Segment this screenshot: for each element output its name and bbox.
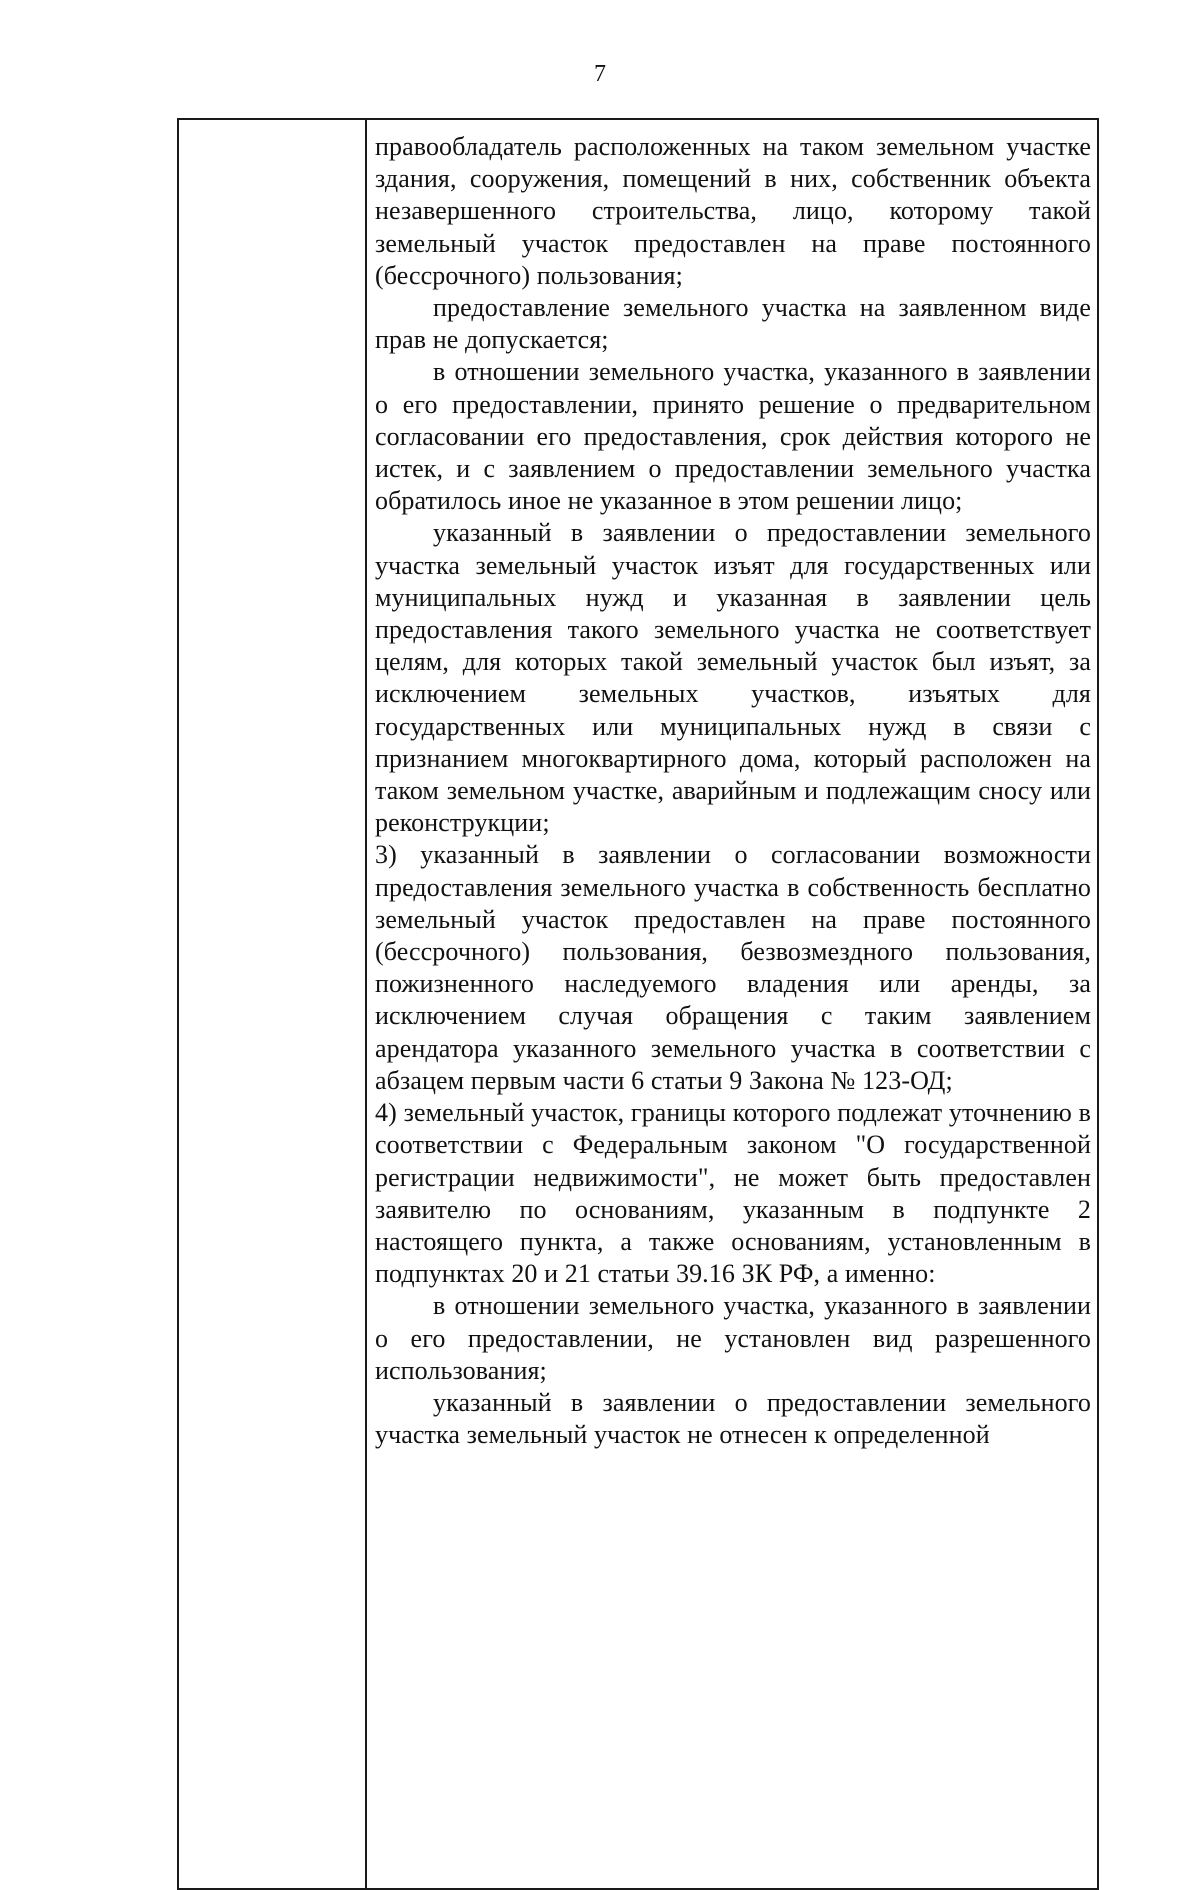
paragraph-2: предоставление земельного участка на заявленном виде прав не допускается;: [375, 293, 1091, 355]
paragraph-7: в отношении земельного участка, указанного в заявлении о его предоставлении, не установлен вид разрешенного использования;: [375, 1291, 1091, 1385]
page-number: 7: [594, 61, 606, 87]
paragraph-6: 4) земельный участок, границы которого подлежат уточнению в соответствии с Федеральным законом "О государственной регистрации недвижимости", не может быть предоставлен заявителю по основаниям, указанным в подпункте 2 настоящего пункта, а также основаниям, установленным в подпунктах 20 и 21 статьи 39.16 ЗК РФ, а именно:: [375, 1098, 1091, 1289]
paragraph-5: 3) указанный в заявлении о согласовании возможности предоставления земельного участка в собственность бесплатно земельный участок предоставлен на праве постоянного (бессрочного) пользования, безвозмездного пользования, пожизненного наследуемого владения или аренды, за исключением случая обращения с таким заявлением арендатора указанного земельного участка в соответствии с абзацем первым части 6 статьи 9 Закона № 123-ОД;: [375, 840, 1091, 1095]
paragraph-1: правообладатель расположенных на таком земельном участке здания, сооружения, помещений в них, собственник объекта незавершенного строительства, лицо, которому такой земельный участок предоставлен на праве постоянного (бессрочного) пользования;: [375, 132, 1091, 290]
paragraph-8: указанный в заявлении о предоставлении земельного участка земельный участок не отнесен к определенной: [375, 1387, 1091, 1450]
table-right-cell: [367, 120, 1097, 1888]
table-left-cell: [179, 120, 367, 1888]
document-table: [177, 118, 1099, 1890]
paragraph-3: в отношении земельного участка, указанного в заявлении о его предоставлении, принято решение о предварительном согласовании его предоставления, срок действия которого не истек, и с заявлением о предоставлении земельного участка обратилось иное не указанное в этом решении лицо;: [375, 357, 1091, 516]
paragraph-4: указанный в заявлении о предоставлении земельного участка земельный участок изъят для государственных или муниципальных нужд и указанная в заявлении цель предоставления такого земельного участка не соответствует целям, для которых такой земельный участок был изъят, за исключением земельных участков, изъятых для государственных или муниципальных нужд в связи с признанием многоквартирного дома, который расположен на таком земельном участке, аварийным и подлежащим сносу или реконструкции;: [375, 518, 1091, 838]
